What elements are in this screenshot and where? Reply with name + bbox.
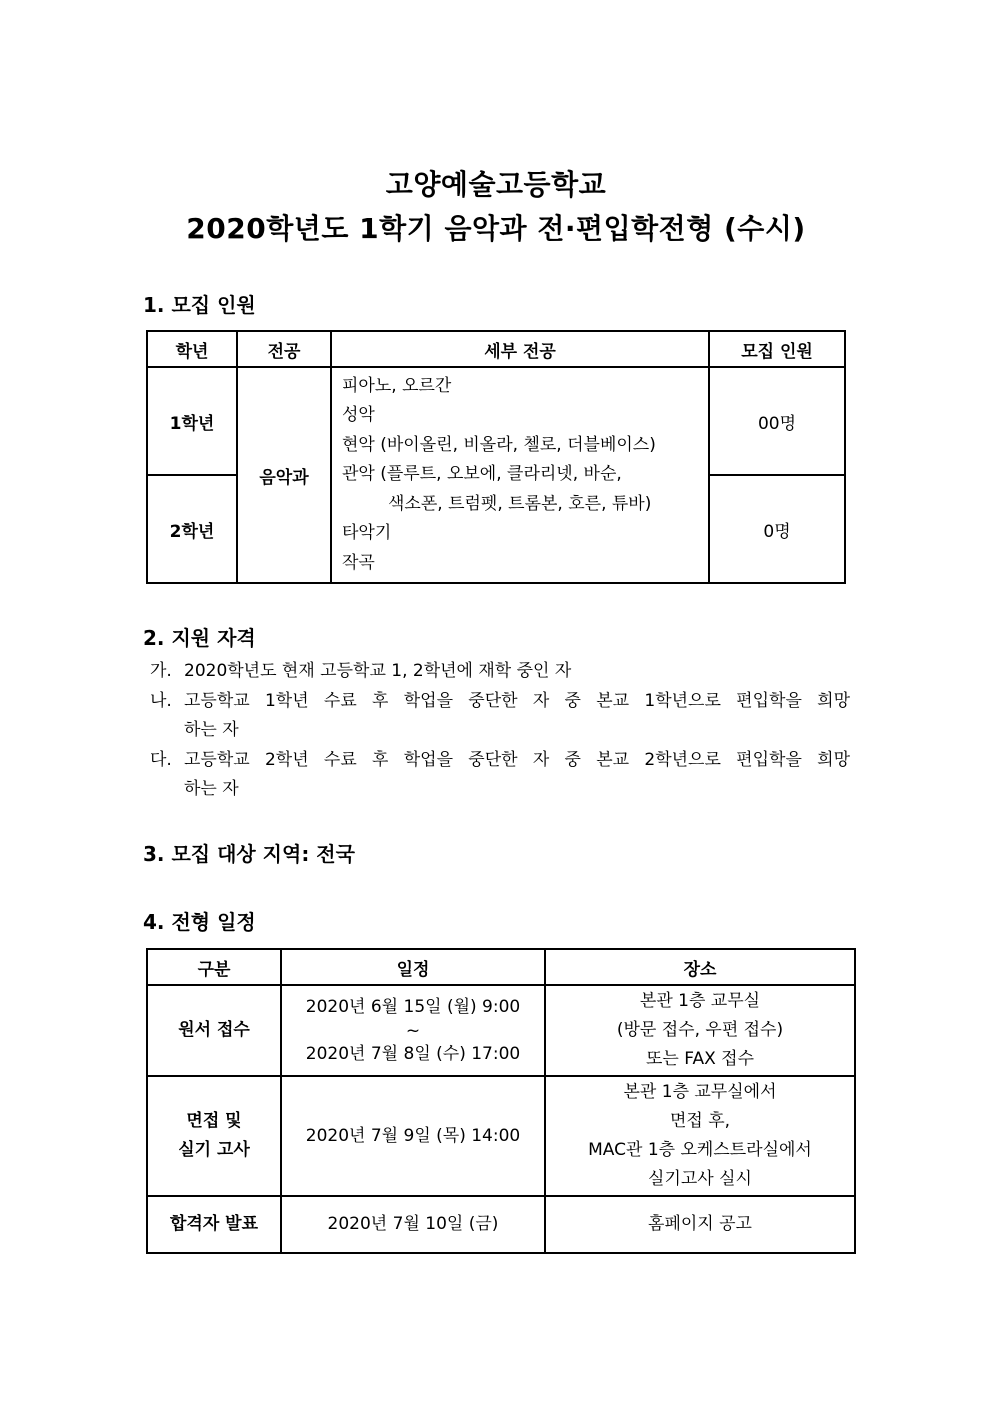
- list-item-text: 고등학교 2학년 수료 후 학업을 중단한 자 중 본교 2학년으로 편입학을 희망: [184, 750, 850, 770]
- list-item-text: 2020학년도 현재 고등학교 1, 2학년에 재학 중인 자: [184, 661, 572, 681]
- schedule-cell: [281, 1196, 545, 1253]
- place-cell: [545, 985, 855, 1076]
- section-2-heading: 2. 지원 자격: [143, 626, 256, 650]
- count-cell: 00명: [709, 367, 845, 475]
- place-cell: [545, 1196, 855, 1253]
- section-4-heading: 4. 전형 일정: [143, 910, 256, 934]
- section-3-heading: 3. 모집 대상 지역: 전국: [143, 842, 355, 866]
- category-text: 면접 및: [186, 1111, 242, 1131]
- place-cell: [545, 1076, 855, 1196]
- schedule-line: ~: [405, 1020, 421, 1041]
- category-text: 원서 접수: [178, 1020, 250, 1040]
- category-cell: [147, 985, 281, 1076]
- place-line: MAC관 1층 오케스트라실에서: [588, 1140, 812, 1160]
- schedule-cell: [281, 1076, 545, 1196]
- place-line: (방문 접수, 우편 접수): [616, 1020, 784, 1040]
- document-title: 고양예술고등학교: [385, 168, 607, 201]
- place-line: 본관 1층 교무실: [639, 991, 761, 1011]
- table-header-row: [147, 949, 855, 985]
- detail-major-line: 색소폰, 트럼펫, 트롬본, 호른, 튜바): [388, 493, 652, 514]
- list-item-continuation: 하는 자: [184, 779, 239, 799]
- column-header: 장소: [545, 949, 855, 985]
- list-marker: 다.: [150, 750, 172, 770]
- schedule-line: 2020년 7월 8일 (수) 17:00: [305, 1043, 521, 1064]
- category-text: 합격자 발표: [169, 1214, 259, 1234]
- column-header: 일정: [281, 949, 545, 985]
- detail-major-line: 현악 (바이올린, 비올라, 첼로, 더블베이스): [342, 434, 656, 455]
- count-cell: 0명: [709, 475, 845, 583]
- column-header: 전공: [237, 331, 331, 367]
- major-cell: 음악과: [237, 367, 331, 583]
- table-header-row: [147, 331, 845, 367]
- detail-majors-cell: [331, 367, 709, 583]
- grade-cell: 1학년: [147, 367, 237, 475]
- place-line: 실기고사 실시: [648, 1169, 752, 1189]
- column-header: 구분: [147, 949, 281, 985]
- category-cell: [147, 1076, 281, 1196]
- schedule-table: [146, 948, 856, 1254]
- list-item-continuation: 하는 자: [184, 720, 239, 740]
- list-item-text: 고등학교 1학년 수료 후 학업을 중단한 자 중 본교 1학년으로 편입학을 희망: [184, 691, 850, 711]
- section-1-heading: 1. 모집 인원: [143, 293, 256, 317]
- detail-major-line: 피아노, 오르간: [342, 375, 452, 396]
- place-line: 본관 1층 교무실에서: [623, 1082, 777, 1102]
- column-header: 세부 전공: [331, 331, 709, 367]
- list-marker: 가.: [150, 661, 172, 681]
- table-row: [147, 367, 845, 475]
- recruitment-table: [146, 330, 846, 584]
- detail-major-line: 타악기: [342, 523, 392, 544]
- table-row: [147, 1196, 855, 1253]
- place-line: 홈페이지 공고: [648, 1214, 752, 1234]
- detail-major-line: 관악 (플루트, 오보에, 클라리넷, 바순,: [342, 464, 622, 485]
- column-header: 학년: [147, 331, 237, 367]
- grade-cell: 2학년: [147, 475, 237, 583]
- detail-major-line: 작곡: [342, 552, 375, 573]
- detail-major-line: 성악: [342, 405, 375, 426]
- column-header: 모집 인원: [709, 331, 845, 367]
- document-subtitle: 2020학년도 1학기 음악과 전·편입학전형 (수시): [186, 212, 806, 245]
- schedule-line: 2020년 7월 9일 (목) 14:00: [305, 1125, 521, 1146]
- place-line: 또는 FAX 접수: [646, 1049, 754, 1069]
- category-cell: [147, 1196, 281, 1253]
- table-row: [147, 985, 855, 1076]
- place-line: 면접 후,: [669, 1111, 731, 1131]
- table-row: [147, 1076, 855, 1196]
- category-text: 실기 고사: [178, 1140, 250, 1160]
- schedule-line: 2020년 6월 15일 (월) 9:00: [305, 996, 521, 1017]
- list-marker: 나.: [150, 691, 172, 711]
- schedule-line: 2020년 7월 10일 (금): [327, 1214, 499, 1234]
- schedule-cell: [281, 985, 545, 1076]
